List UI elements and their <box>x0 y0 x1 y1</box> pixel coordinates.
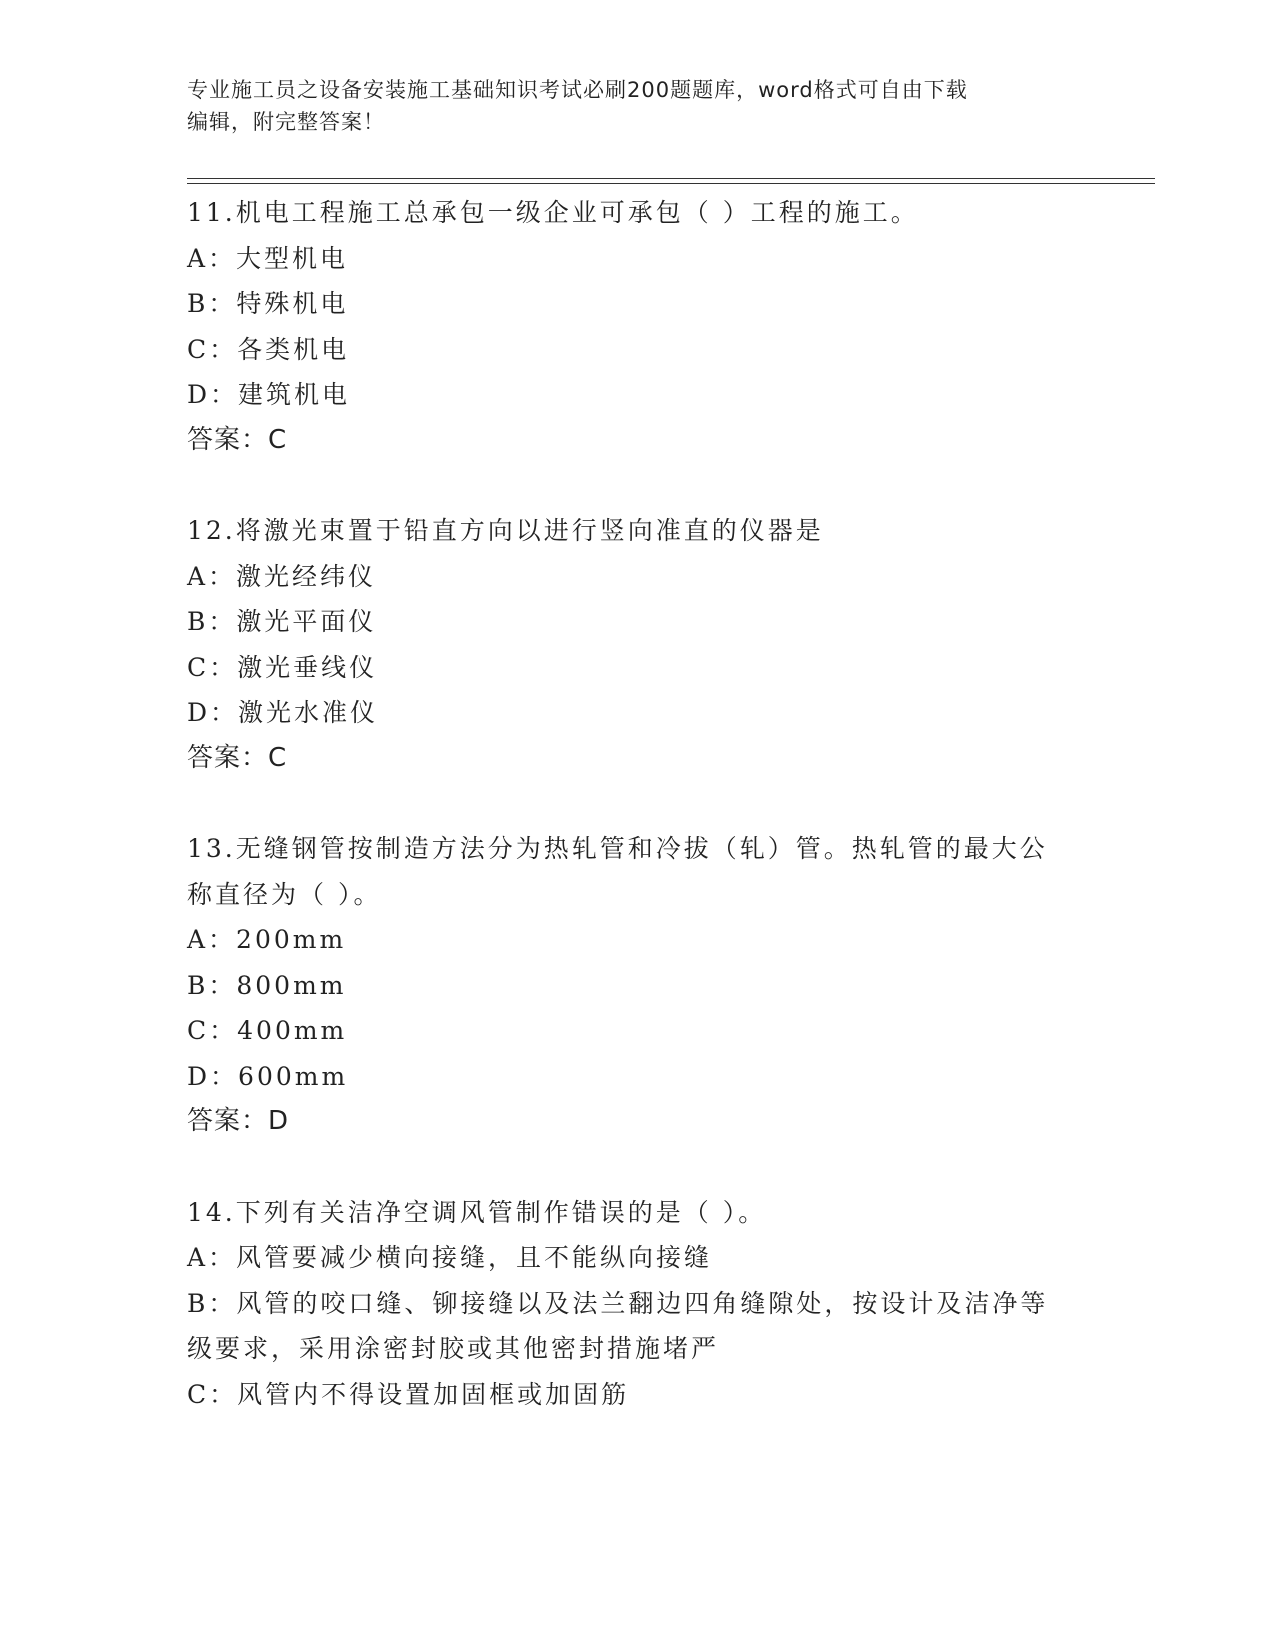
question-11 <box>187 190 1087 463</box>
option-b-line-2: 级要求，采用涂密封胶或其他密封措施堵严 <box>187 1334 720 1363</box>
option-c: C：风管内不得设置加固框或加固筋 <box>187 1379 630 1409</box>
document-header <box>187 74 1067 138</box>
question-stem: 12.将激光束置于铅直方向以进行竖向准直的仪器是 <box>187 516 824 545</box>
option-b: B：800mm <box>187 970 347 1000</box>
option-b-line-1: B：风管的咬口缝、铆接缝以及法兰翻边四角缝隙处，按设计及洁净等 <box>187 1288 1049 1318</box>
option-d: D：激光水准仪 <box>187 698 379 727</box>
option-a: A：大型机电 <box>187 243 349 273</box>
question-13 <box>187 826 1087 1145</box>
header-divider-bottom <box>187 183 1155 184</box>
option-a: A：风管要减少横向接缝，且不能纵向接缝 <box>187 1243 713 1272</box>
option-a: A：200mm <box>187 925 347 954</box>
header-title-line-1: 专业施工员之设备安装施工基础知识考试必刷200题题库，word格式可自由下载 <box>187 78 968 102</box>
option-d: D：建筑机电 <box>187 380 351 409</box>
option-c: C：各类机电 <box>187 334 350 364</box>
question-stem: 11.机电工程施工总承包一级企业可承包（ ）工程的施工。 <box>187 198 919 227</box>
question-14 <box>187 1190 1087 1418</box>
option-c: C：400mm <box>187 1016 348 1045</box>
question-list <box>187 190 1087 1462</box>
answer-line: 答案：C <box>187 424 288 455</box>
option-b: B：特殊机电 <box>187 289 349 318</box>
answer-line: 答案：D <box>187 1106 290 1136</box>
option-a: A：激光经纬仪 <box>187 561 377 591</box>
option-b: B：激光平面仪 <box>187 607 377 636</box>
option-d: D：600mm <box>187 1061 349 1091</box>
question-stem: 14.下列有关洁净空调风管制作错误的是（ ）。 <box>187 1197 767 1227</box>
question-stem-line-2: 称直径为（ ）。 <box>187 879 382 909</box>
header-title-line-2: 编辑，附完整答案！ <box>187 110 385 134</box>
question-12 <box>187 508 1087 781</box>
header-divider-top <box>187 178 1155 179</box>
option-c: C：激光垂线仪 <box>187 652 378 682</box>
question-stem-line-1: 13.无缝钢管按制造方法分为热轧管和冷拔（轧）管。热轧管的最大公 <box>187 834 1048 863</box>
answer-line: 答案：C <box>187 742 288 773</box>
